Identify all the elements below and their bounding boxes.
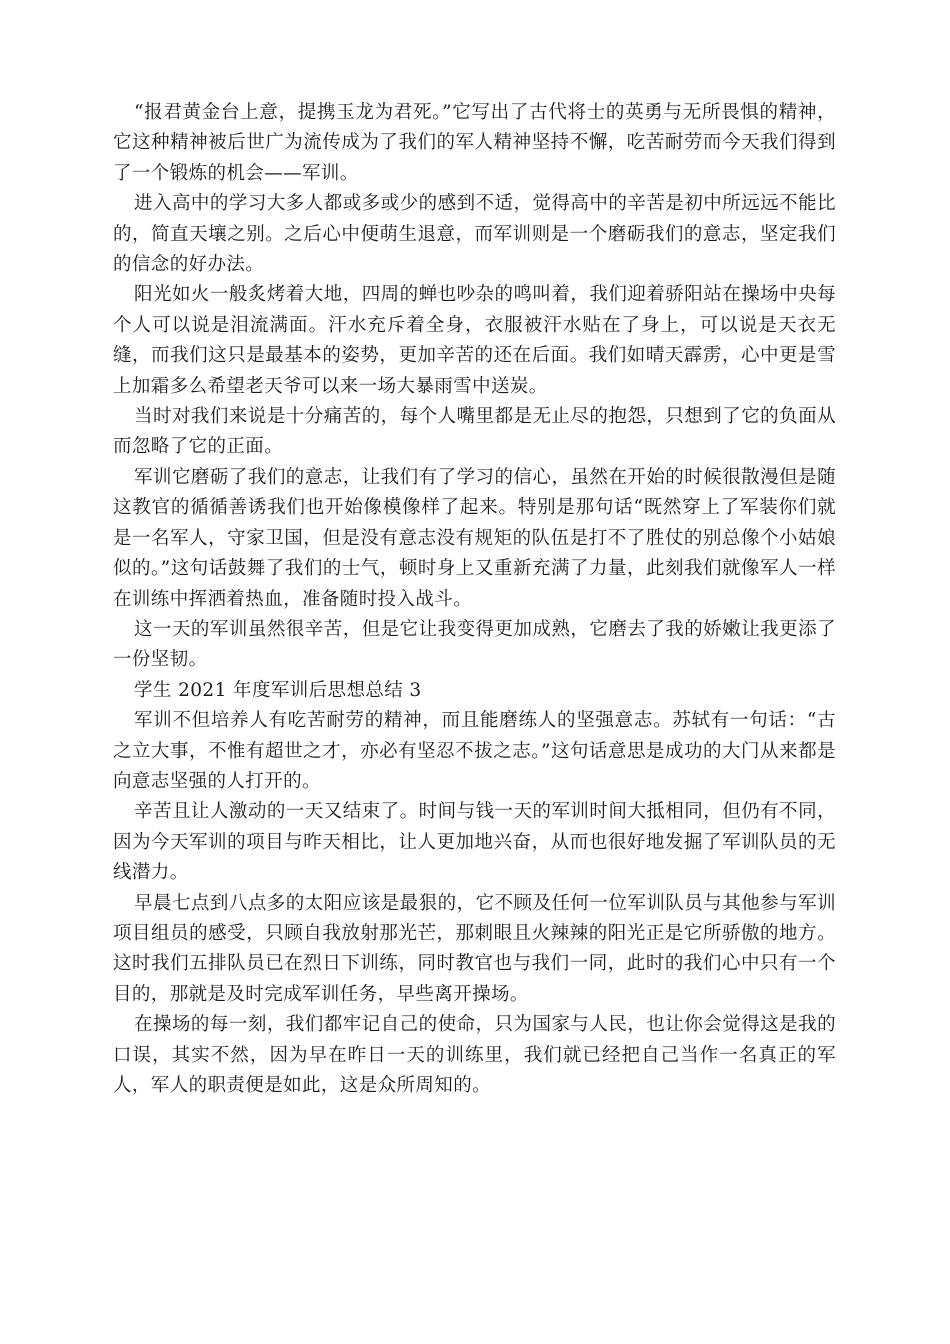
paragraph-9: 早晨七点到八点多的太阳应该是最狠的，它不顾及任何一位军训队员与其他参与军训项目组员的感受，只顾自我放射那光芒，那刺眼且火辣辣的阳光正是它所骄傲的地方。这时我们五排队员已在烈日下训练，同时教官也与我们一同，此时的我们心中只有一个目的，那就是及时完成军训任务，早些离开操场。 [113,892,836,1005]
paragraph-3: 阳光如火一般炙烤着大地，四周的蝉也吵杂的鸣叫着，我们迎着骄阳站在操场中央每个人可以说是泪流满面。汗水充斥着全身，衣服被汗水贴在了身上，可以说是天衣无缝，而我们这只是最基本的姿势，更加辛苦的还在后面。我们如晴天霹雳，心中更是雪上加霜多么希望老天爷可以来一场大暴雨雪中送炭。 [113,284,836,397]
paragraph-7: 军训不但培养人有吃苦耐劳的精神，而且能磨练人的坚强意志。苏轼有一句话：“古之立大事，不惟有超世之才，亦必有坚忍不拔之志。”这句话意思是成功的大门从来都是向意志坚强的人打开的。 [113,710,836,792]
paragraph-10: 在操场的每一刻，我们都牢记自己的使命，只为国家与人民，也让你会觉得这是我的口误，其实不然，因为早在昨日一天的训练里，我们就已经把自己当作一名真正的军人，军人的职责便是如此，这是众所周知的。 [113,1014,836,1096]
paragraph-2: 进入高中的学习大多人都或多或少的感到不适，觉得高中的辛苦是初中所远远不能比的，简直天壤之别。之后心中便萌生退意，而军训则是一个磨砺我们的意志，坚定我们的信念的好办法。 [113,193,836,276]
document-page [113,98,836,1101]
paragraph-1: “报君黄金台上意，提携玉龙为君死。”它写出了古代将士的英勇与无所畏惧的精神，它这种精神被后世广为流传成为了我们的军人精神坚持不懈，吃苦耐劳而今天我们得到了一个锻炼的机会——军训。 [113,102,836,184]
section-heading: 学生 2021 年度军训后思想总结 3 [134,679,422,701]
paragraph-4: 当时对我们来说是十分痛苦的，每个人嘴里都是无止尽的抱怨，只想到了它的负面从而忽略了它的正面。 [113,406,836,458]
paragraph-6: 这一天的军训虽然很辛苦，但是它让我变得更加成熟，它磨去了我的娇嫩让我更添了一份坚韧。 [113,618,836,671]
paragraph-5: 军训它磨砺了我们的意志，让我们有了学习的信心，虽然在开始的时候很散漫但是随这教官的循循善诱我们也开始像模像样了起来。特别是那句话“既然穿上了军装你们就是一名军人，守家卫国，但是没有意志没有规矩的队伍是打不了胜仗的别总像个小姑娘似的。”这句话鼓舞了我们的士气，顿时身上又重新充满了力量，此刻我们就像军人一样在训练中挥洒着热血，准备随时投入战斗。 [113,466,836,610]
paragraph-8: 辛苦且让人激动的一天又结束了。时间与钱一天的军训时间大抵相同，但仍有不同，因为今天军训的项目与昨天相比，让人更加地兴奋，从而也很好地发掘了军训队员的无线潜力。 [113,801,836,884]
